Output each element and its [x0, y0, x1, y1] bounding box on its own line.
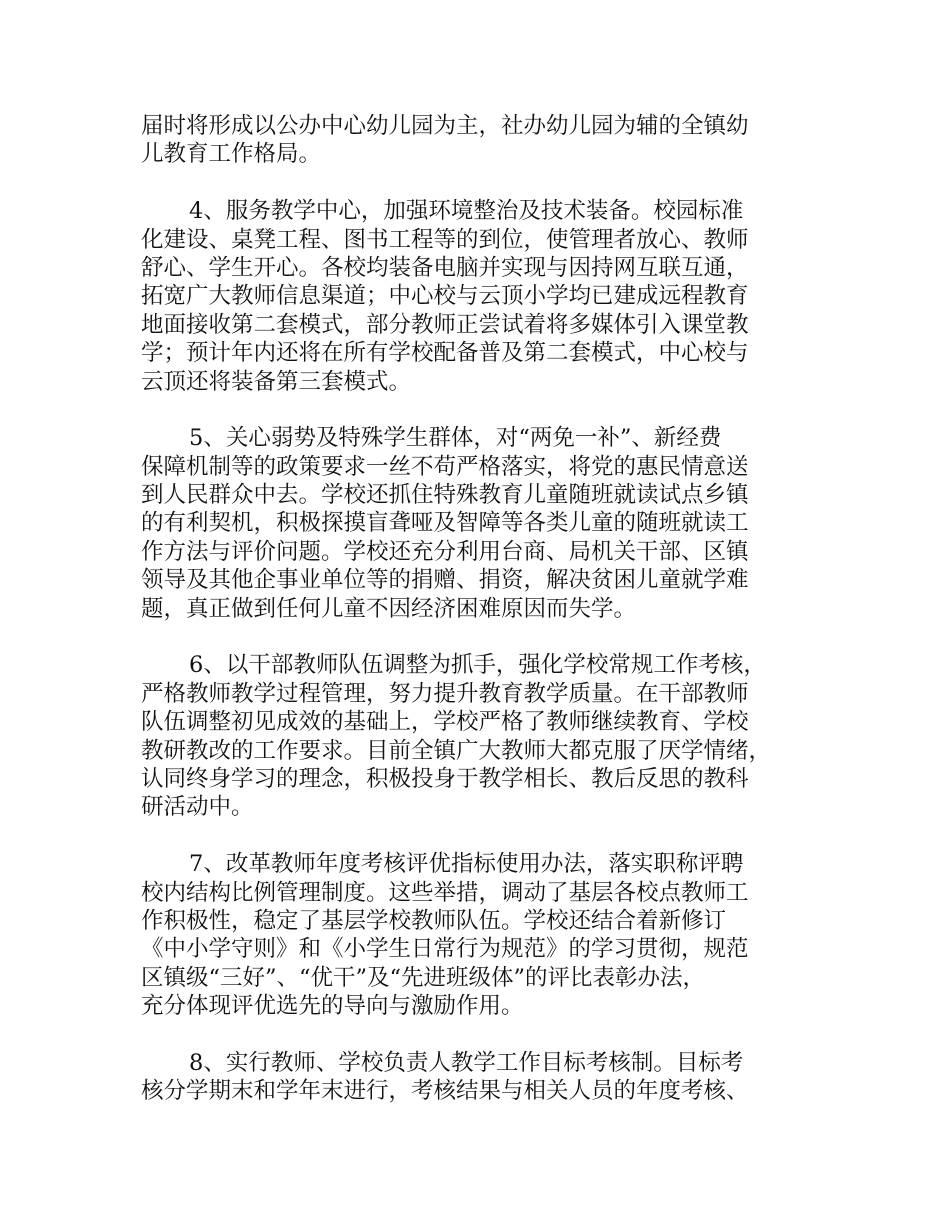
text-line: 5、关心弱势及特殊学生群体，对“两免一补”、新经费: [189, 425, 722, 452]
text-line: 题，真正做到任何儿童不因经济困难原因而失学。: [141, 595, 637, 622]
text-line: 云顶还将装备第三套模式。: [141, 368, 412, 395]
text-line: 化建设、桌凳工程、图书工程等的到位，使管理者放心、教师: [141, 226, 749, 253]
text-line: 地面接收第二套模式，部分教师正尝试着将多媒体引入课堂教: [141, 311, 749, 338]
text-line: 6、以干部教师队伍调整为抓手，强化学校常规工作考核，: [189, 652, 766, 679]
text-line: 教研教改的工作要求。目前全镇广大教师大都克服了厌学情绪，: [141, 737, 772, 764]
text-line: 届时将形成以公办中心幼儿园为主，社办幼儿园为辅的全镇幼: [141, 113, 749, 139]
paragraph-item-6: [141, 651, 831, 821]
paragraph-item-5: [141, 424, 831, 623]
text-line: 8、实行教师、学校负责人教学工作目标考核制。目标考: [189, 1049, 744, 1076]
text-line: 拓宽广大教师信息渠道；中心校与云顶小学均已建成远程教育: [141, 283, 749, 310]
text-line: 作积极性，稳定了基层学校教师队伍。学校还结合着新修订: [141, 907, 727, 934]
text-line: 校内结构比例管理制度。这些举措，调动了基层各校点教师工: [141, 879, 749, 906]
paragraph-item-7: [141, 850, 831, 1020]
text-line: 充分体现评优选先的导向与激励作用。: [141, 993, 524, 1020]
text-line: 核分学期末和学年末进行，考核结果与相关人员的年度考核、: [141, 1078, 749, 1105]
paragraph-continued: [141, 112, 831, 169]
text-line: 的有利契机，积极探摸盲聋哑及智障等各类儿童的随班就读工: [141, 510, 749, 537]
document-body: [141, 112, 831, 1134]
text-line: 领导及其他企事业单位等的捐赠、捐资，解决贫困儿童就学难: [141, 567, 749, 594]
text-line: 4、服务教学中心，加强环境整治及技术装备。校园标准: [189, 198, 744, 225]
text-line: 作方法与评价问题。学校还充分利用台商、局机关干部、区镇: [141, 538, 749, 565]
text-line: 队伍调整初见成效的基础上，学校严格了教师继续教育、学校: [141, 709, 749, 736]
text-line: 舒心、学生开心。各校均装备电脑并实现与因持网互联互通，: [141, 254, 749, 281]
text-line: 认同终身学习的理念，积极投身于教学相长、教后反思的教科: [141, 765, 749, 792]
text-line: 《中小学守则》和《小学生日常行为规范》的学习贯彻，规范: [141, 936, 749, 963]
text-line: 保障机制等的政策要求一丝不苟严格落实，将党的惠民情意送: [141, 453, 749, 480]
text-line: 到人民群众中去。学校还抓住特殊教育儿童随班就读试点乡镇: [141, 482, 749, 509]
paragraph-item-4: [141, 197, 831, 396]
text-line: 7、改革教师年度考核评优指标使用办法，落实职称评聘: [189, 851, 744, 878]
text-line: 研活动中。: [141, 794, 254, 821]
text-line: 儿教育工作格局。: [141, 141, 322, 168]
text-line: 学；预计年内还将在所有学校配备普及第二套模式，中心校与: [141, 340, 749, 367]
text-line: 区镇级“三好”、“优干”及“先进班级体”的评比表彰办法，: [141, 964, 706, 991]
paragraph-item-8: [141, 1049, 831, 1106]
text-line: 严格教师教学过程管理，努力提升教育教学质量。在干部教师: [141, 680, 749, 707]
